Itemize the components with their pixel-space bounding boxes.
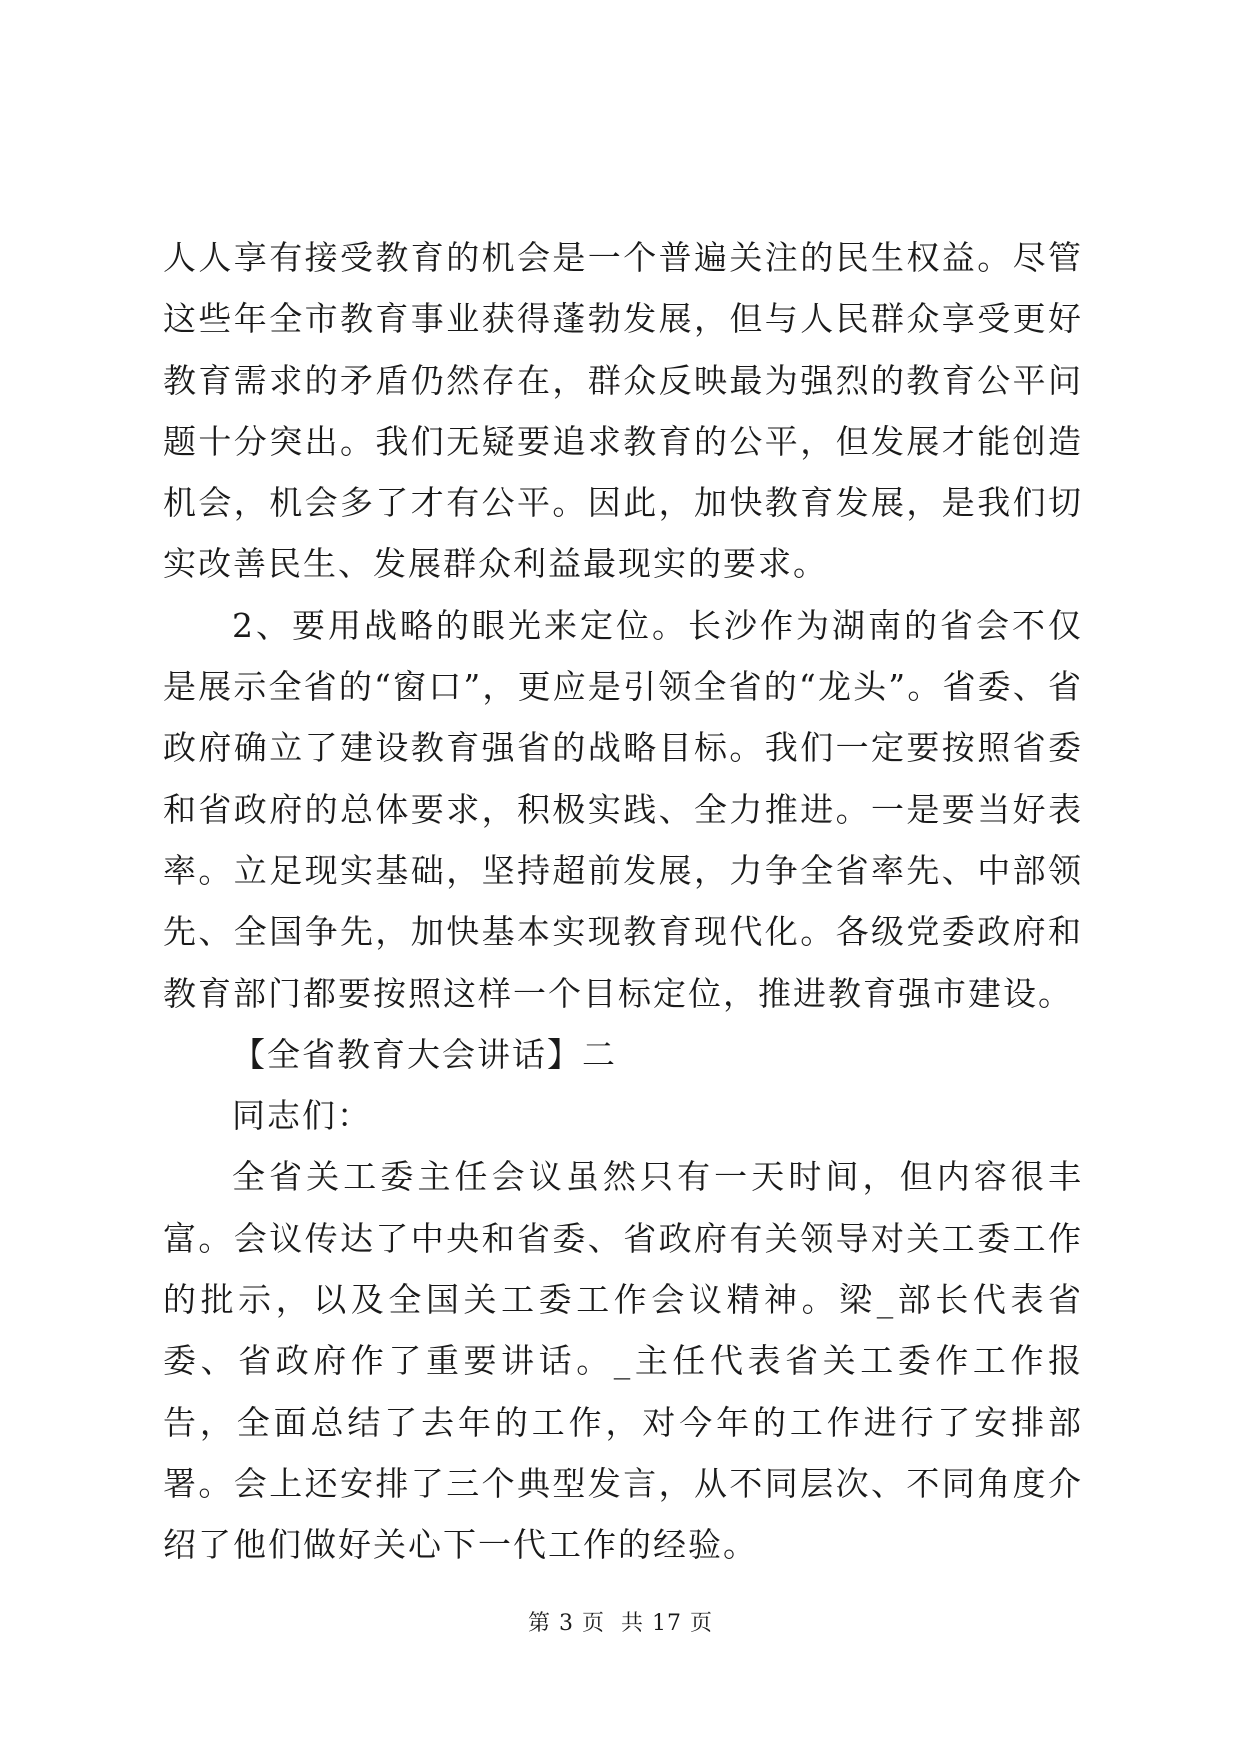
paragraph-strategy: 2、要用战略的眼光来定位。长沙作为湖南的省会不仅是展示全省的“窗口”，更应是引领全省的“龙头”。省委、省政府确立了建设教育强省的战略目标。我们一定要按照省委和省政府的总体要求，积极实践、全力推进。一是要当好表率。立足现实基础，坚持超前发展，力争全省率先、中部领先、全国争先，加快基本实现教育现代化。各级党委政府和教育部门都要按照这样一个目标定位，推进教育强市建设。 (163, 605, 1083, 1013)
paragraph-continuation: 人人享有接受教育的机会是一个普遍关注的民生权益。尽管这些年全市教育事业获得蓬勃发展，但与人民群众享受更好教育需求的矛盾仍然存在，群众反映最为强烈的教育公平问题十分突出。我们无疑要追求教育的公平，但发展才能创造机会，机会多了才有公平。因此，加快教育发展，是我们切实改善民生、发展群众利益最现实的要求。 (163, 238, 1083, 584)
paragraph-meeting-summary: 全省关工委主任会议虽然只有一天时间，但内容很丰富。会议传达了中央和省委、省政府有关领导对关工委工作的批示，以及全国关工委工作会议精神。梁_部长代表省委、省政府作了重要讲话。_主任代表省关工委作工作报告，全面总结了去年的工作，对今年的工作进行了安排部署。会上还安排了三个典型发言，从不同层次、不同角度介绍了他们做好关心下一代工作的经验。 (163, 1157, 1083, 1565)
salutation: 同志们： (232, 1096, 372, 1136)
section-heading: 【全省教育大会讲话】二 (232, 1034, 617, 1074)
page-number: 第 3 页 共 17 页 (528, 1611, 713, 1636)
page-footer (0, 1609, 1241, 1639)
document-body (163, 227, 1083, 1576)
